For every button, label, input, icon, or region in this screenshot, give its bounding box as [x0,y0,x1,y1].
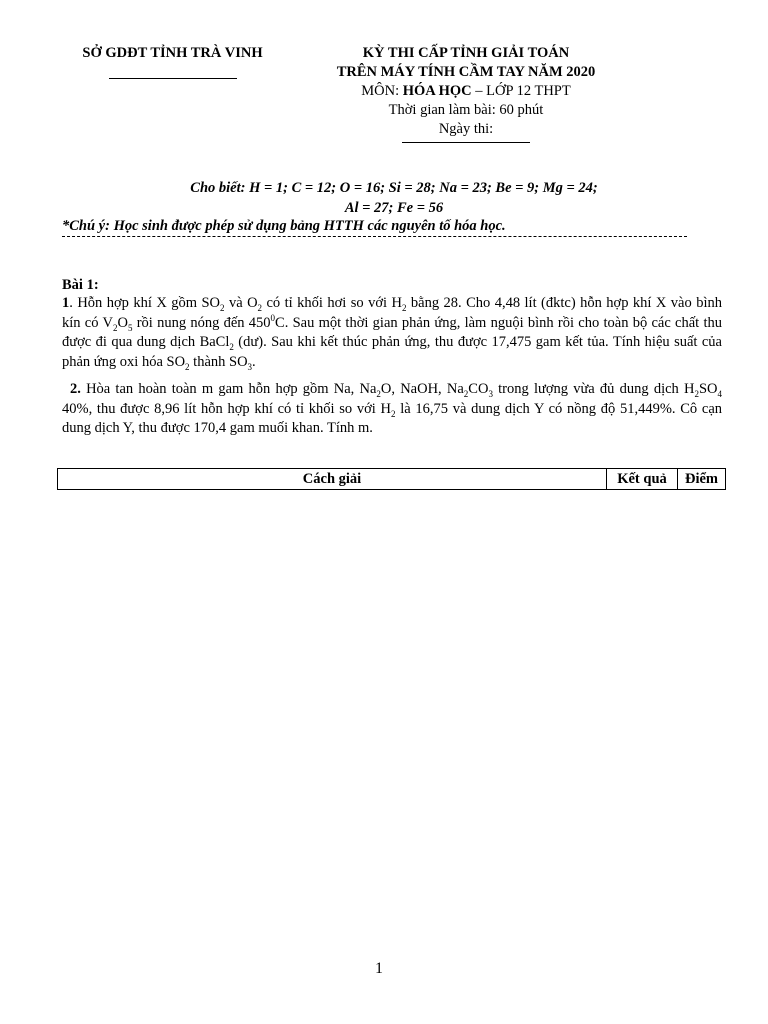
subscript: 2 [390,408,396,419]
problem-title: Bài 1: [62,277,99,293]
atomic-masses [60,178,728,218]
header-exam-info [300,44,632,143]
part-1-text: và O [224,295,258,311]
solution-table-header-row [58,469,726,490]
part-1-text: có tỉ khối hơi so với H [262,295,402,311]
header-department [60,44,285,79]
part-2-text: trong lượng vừa đủ dung dịch H [492,381,695,397]
problem-part-1 [62,294,722,372]
dashed-divider [62,236,687,237]
part-1-text: . [252,353,256,370]
part-2-text: O, NaOH, Na [380,381,464,397]
subscript: 2 [229,341,234,352]
page-number: 1 [375,960,383,977]
subscript: 4 [717,388,722,399]
part-2-label: 2. [70,381,81,397]
subscript: 3 [247,361,253,372]
part-2-text: là 16,75 và dung dịch Y có nồng độ 51,449%. Cô cạn dung dịch Y, thu được 170,4 gam muối khan. Tính m. [62,400,722,436]
subject-line [300,82,632,101]
subscript: 2 [694,388,699,399]
department-underline [109,78,237,79]
subject-prefix: MÔN: [361,83,403,99]
part-1-text: (dư). Sau khi kết thúc phản ứng, thu được 17,475 gam kết tủa. Tính hiệu suất của phản ứng oxi hóa SO [62,334,722,370]
part-2-text: CO [468,381,489,397]
atomic-masses-line1: Cho biết: H = 1; C = 12; O = 16; Si = 28; Na = 23; Be = 9; Mg = 24; [190,180,598,196]
subscript: 2 [220,302,225,313]
exam-title-line1: KỲ THI CẤP TỈNH GIẢI TOÁN [362,45,570,61]
part-1-text: O [117,314,128,331]
subject-grade: – LỚP 12 THPT [471,83,571,99]
part-1-text: rồi nung nóng đến 450 [132,314,271,331]
subscript: 2 [376,388,381,399]
subscript: 5 [127,322,133,333]
part-2-text: 40%, thu được 8,96 lít hỗn hợp khí có tỉ khối so với H [62,400,391,417]
part-1-text: C. Sau một thời gian phản ứng, làm nguội bình rồi cho toàn bộ các chất thu được đi qua dung dịch BaCl [62,314,722,350]
subscript: 2 [257,302,263,313]
exam-duration: Thời gian làm bài: 60 phút [388,102,544,118]
subscript: 2 [463,388,469,399]
superscript: 0 [270,312,276,323]
part-2-text: Hòa tan hoàn toàn m gam hỗn hợp gồm Na, Na [80,381,377,397]
subscript: 2 [401,302,407,313]
exam-note: *Chú ý: Học sinh được phép sử dụng bảng HTTH các nguyên tố hóa học. [62,218,506,234]
subscript: 2 [185,361,190,372]
part-1-text: thành SO [189,353,248,370]
exam-date-label: Ngày thi: [438,121,494,137]
subscript: 3 [488,388,493,399]
exam-date-underline [402,142,530,143]
department-name: SỞ GDĐT TỈNH TRÀ VINH [82,45,263,61]
problem-part-2 [62,380,722,439]
exam-title-line2: TRÊN MÁY TÍNH CẦM TAY NĂM 2020 [336,64,596,80]
subject-name: HÓA HỌC [402,83,472,99]
part-1-text: bằng 28. Cho 4,48 lít (đktc) hỗn hợp khí X vào bình kín có V [62,295,722,331]
subscript: 2 [112,322,118,333]
header-result: Kết quả [607,469,678,490]
part-1-text: . Hỗn hợp khí X gồm SO [69,295,220,311]
solution-table [57,468,726,490]
part-2-text: SO [698,381,718,397]
header-solution: Cách giải [58,469,607,490]
header-score: Điểm [678,469,726,490]
part-1-label: 1 [62,295,70,311]
atomic-masses-line2: Al = 27; Fe = 56 [344,200,444,216]
